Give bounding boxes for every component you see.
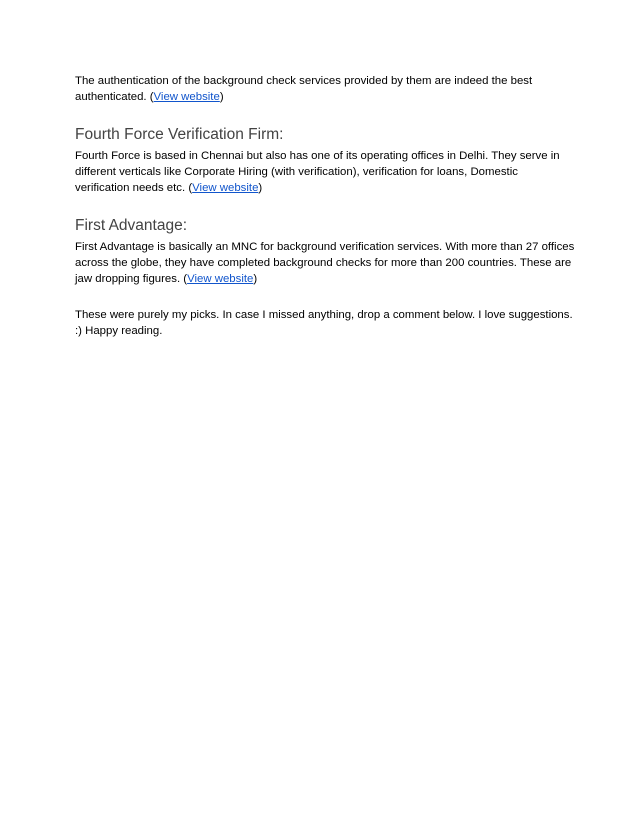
fourth-force-view-website-link[interactable]: View website [192,182,259,194]
intro-paragraph [75,73,575,105]
section-heading-fourth-force: Fourth Force Verification Firm: [75,126,284,143]
section-paragraph-fourth-force [75,148,575,196]
first-advantage-view-website-link[interactable]: View website [187,273,254,285]
closing-paragraph: These were purely my picks. In case I missed anything, drop a comment below. I love suggestions. :) Happy reading. [75,309,573,337]
section-close-paren-fourth-force: ) [258,182,263,194]
intro-view-website-link[interactable]: View website [153,91,220,103]
section-text-fourth-force: Fourth Force is based in Chennai but also has one of its operating offices in Delhi. They serve in different verticals like Corporate Hiring (with verification), verification for loans, Domestic verification needs etc. ( [75,150,560,194]
intro-text: The authentication of the background check services provided by them are indeed the best authenticated. ( [75,75,533,103]
section-heading-first-advantage: First Advantage: [75,217,188,234]
intro-close-paren: ) [219,91,224,103]
section-close-paren-first-advantage: ) [253,273,258,285]
section-text-first-advantage: First Advantage is basically an MNC for background verification services. With more than 27 offices across the globe, they have completed background checks for more than 200 countries. These are jaw dropping figures. ( [75,241,575,285]
section-paragraph-first-advantage [75,239,575,287]
document-page [75,73,575,339]
